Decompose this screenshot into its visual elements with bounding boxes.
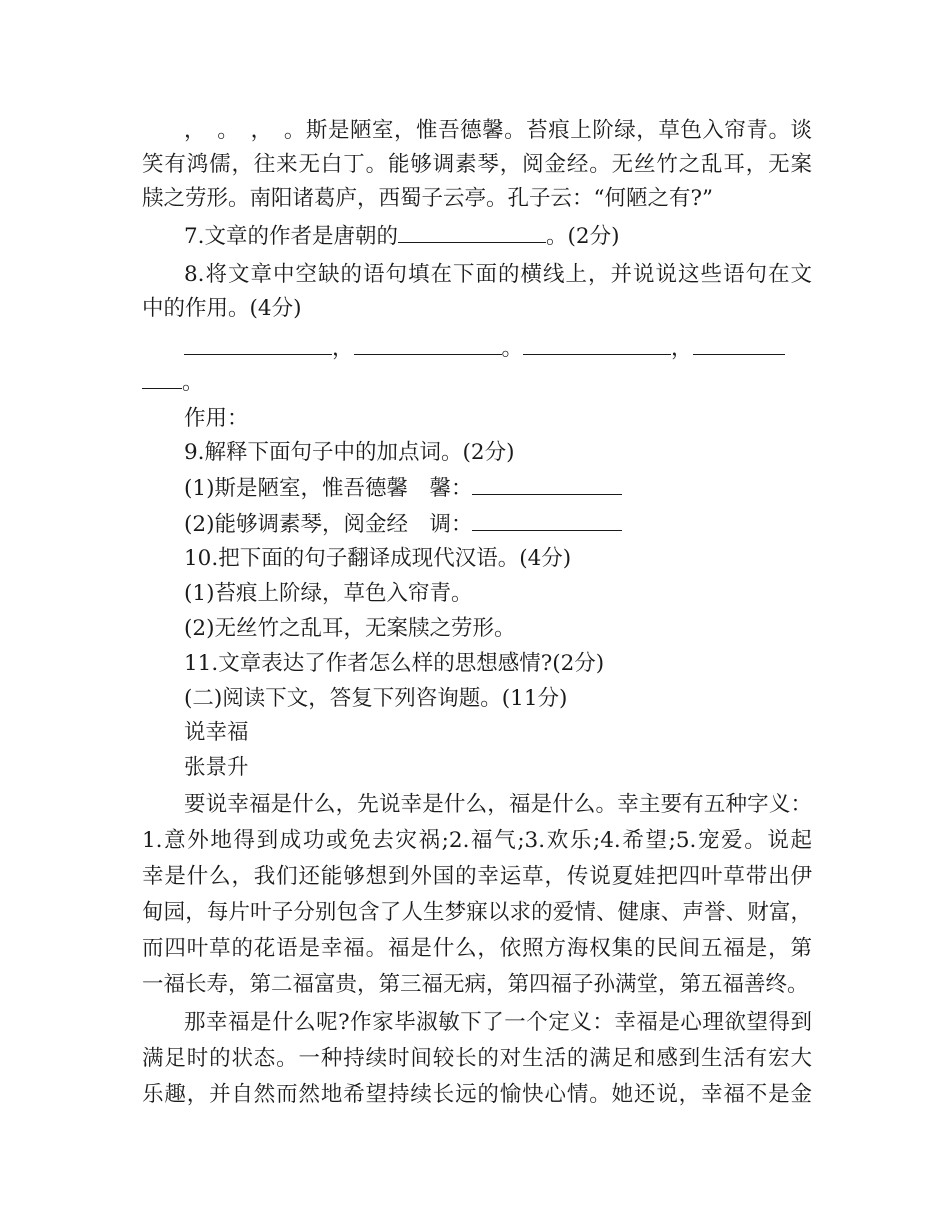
text-line: (1)苔痕上阶绿，草色入帘青。: [184, 581, 473, 606]
question-text: (2)能够调素琴，阅金经 调：: [184, 512, 473, 537]
answer-blank: [184, 332, 332, 355]
answer-blank: [142, 366, 182, 389]
text-line: 那幸福是什么呢?作家毕淑敏下了一个定义：幸福是心理欲望得到: [184, 1010, 812, 1035]
text-line: 乐趣，并自然而然地希望持续长远的愉快心情。她还说，幸福不是金: [142, 1082, 812, 1107]
answer-blank: [398, 220, 546, 243]
text-line: 一福长寿，第二福富贵，第三福无病，第四福子孙满堂，第五福善终。: [142, 972, 809, 997]
text-line: 满足时的状态。一种持续时间较长的对生活的满足和感到生活有宏大: [142, 1046, 812, 1071]
answer-blank: [693, 332, 785, 355]
text-line: (2)无丝竹之乱耳，无案牍之劳形。: [184, 616, 516, 641]
question-9-1: [184, 472, 812, 506]
essay-title: 说幸福: [184, 720, 249, 745]
text-line: 笑有鸿儒，往来无白丁。能够调素琴，阅金经。无丝竹之乱耳，无案: [142, 152, 812, 177]
text-line: (二)阅读下文，答复下列咨询题。(11分): [184, 686, 568, 711]
text-line: 要说幸福是什么，先说幸是什么，福是什么。幸主要有五种字义：: [184, 792, 812, 817]
fill-in-blanks-continued: [142, 366, 812, 400]
answer-blank: [354, 332, 502, 355]
separator: 。: [501, 336, 524, 361]
question-text: 7.文章的作者是唐朝的: [184, 224, 399, 249]
answer-blank: [472, 472, 622, 495]
text-line: 牍之劳形。南阳诸葛庐，西蜀子云亭。孔子云：“何陋之有?”: [142, 186, 714, 211]
text-line: 作用：: [184, 406, 249, 431]
question-text: 。(2分): [546, 224, 620, 249]
separator: ，: [671, 336, 693, 361]
text-line: 11.文章表达了作者怎么样的思想感情?(2分): [184, 651, 605, 676]
separator: 。: [182, 370, 204, 395]
question-text: (1)斯是陋室，惟吾德馨 馨：: [184, 476, 473, 501]
text-line: 9.解释下面句子中的加点词。(2分): [184, 440, 515, 465]
answer-blank: [472, 508, 622, 531]
question-7: [184, 220, 812, 254]
separator: ，: [332, 336, 354, 361]
text-line: 幸是什么，我们还能够想到外国的幸运草，传说夏娃把四叶草带出伊: [142, 864, 812, 889]
text-line: 中的作用。(4分): [142, 296, 302, 321]
essay-author: 张景升: [184, 755, 249, 780]
text-line: 甸园，每片叶子分别包含了人生梦寐以求的爱情、健康、声誉、财富，: [142, 900, 812, 925]
text-line: ， 。 ， 。斯是陋室，惟吾德馨。苔痕上阶绿，草色入帘青。谈: [184, 118, 812, 143]
question-9-2: [184, 508, 812, 542]
text-line: 10.把下面的句子翻译成现代汉语。(4分): [184, 546, 572, 571]
text-line: 8.将文章中空缺的语句填在下面的横线上，并说说这些语句在文: [184, 262, 812, 287]
text-line: 而四叶草的花语是幸福。福是什么，依照方海权集的民间五福是，第: [142, 936, 812, 961]
text-line: 1.意外地得到成功或免去灾祸;2.福气;3.欢乐;4.希望;5.宠爱。说起: [142, 828, 812, 853]
fill-in-blanks: [184, 332, 812, 366]
answer-blank: [523, 332, 671, 355]
